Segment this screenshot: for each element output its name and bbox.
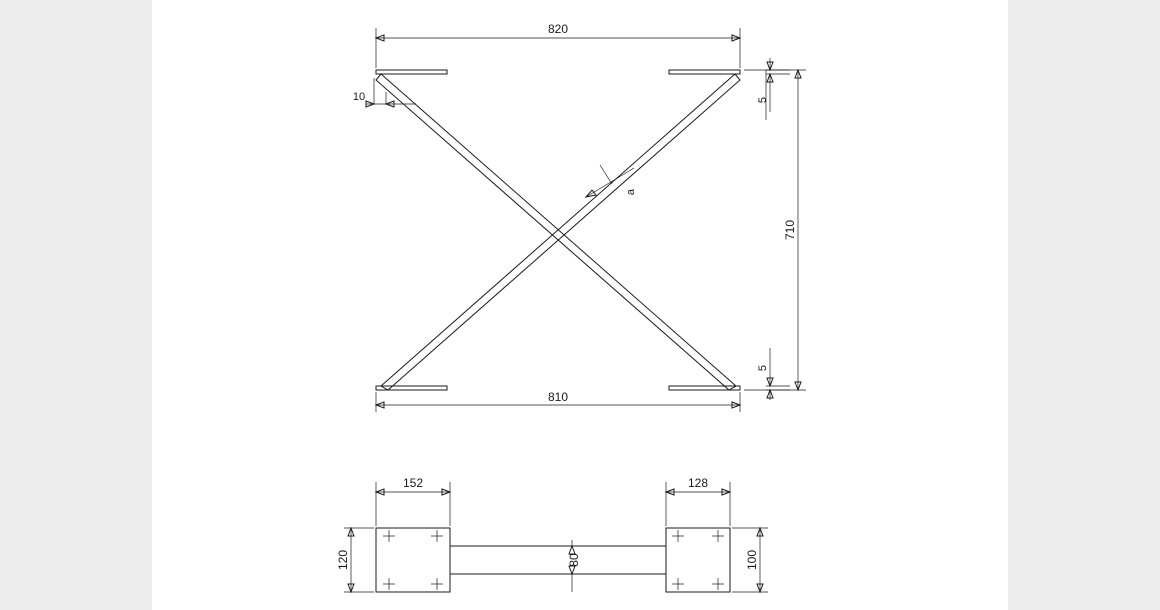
dim-bottom-width: 810	[547, 390, 569, 404]
dim-bottom-plate-thickness: 5	[757, 364, 769, 372]
dim-angle-leader: a	[625, 188, 637, 196]
dim-height: 710	[783, 219, 797, 241]
dim-center-beam-width: 80	[567, 553, 581, 567]
front-view-geometry	[376, 70, 740, 390]
top-view-dimensions	[336, 476, 768, 592]
top-view-geometry	[376, 528, 730, 592]
dim-right-plate-depth: 100	[745, 549, 759, 571]
front-view-dimensions	[353, 22, 806, 412]
dim-top-width: 820	[547, 22, 569, 36]
dim-right-plate-width: 128	[687, 476, 709, 490]
dim-top-plate-thickness: 5	[757, 96, 769, 104]
dim-profile-width: 10	[352, 91, 366, 103]
dim-left-plate-width: 152	[402, 476, 424, 490]
dim-left-plate-depth: 120	[336, 549, 350, 571]
